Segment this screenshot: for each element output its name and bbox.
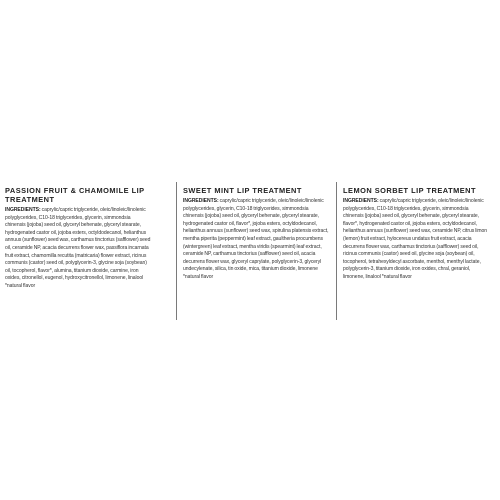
column-divider <box>336 182 337 320</box>
column-divider <box>176 182 177 320</box>
product-title: SWEET MINT LIP TREATMENT <box>183 186 302 195</box>
ingredients-text-block <box>343 198 489 282</box>
ingredients-label: INGREDIENTS: <box>343 198 379 204</box>
ingredients-list: caprylic/capric triglyceride, oleic/linoleic/linolenic polyglycerides, C10-18 triglycerides, glycerin, simmondsia chinensis (jojoba) seed oil, glyceryl behenate, glyceryl stearate, hydrogenated castor oil, jojoba esters, octyldodecanol, helianthus annuus (sunflower) seed wax, carthamus tinctorius (safflower) seed oil, ceramide NP, acacia decurrens flower wax, passiflora incarnata fruit extract, chamomilla recutita (matricaria) flower extract, ricinus communis (castor) seed oil, polyglycerin-3, glycine soja (soybean) oil, tocopherol, flavor*, alumina, titanium dioxide, carmine, iron oxides, citronellol, eugenol, hydroxycitronellol, limonene, linalool *natural flavor <box>5 207 151 289</box>
ingredients-panel-sweet-mint <box>183 186 329 282</box>
ingredients-label: INGREDIENTS: <box>183 198 219 204</box>
ingredients-label: INGREDIENTS: <box>5 207 41 213</box>
ingredients-list: caprylic/capric triglyceride, oleic/linoleic/linolenic polyglycerides, glycerin, C10-18 triglycerides, simmondsia chinensis (jojoba) seed oil, glyceryl behenate, glyceryl stearate, hydrogenated castor oil, flavor*, jojoba esters, octyldodecanol, helianthus annuus (sunflower) seed wax, spirulina platensis extract, mentha piperita (peppermint) leaf extract, gaultheria procumbens (wintergreen) leaf extract, mentha viridis (spearmint) leaf extract, ceramide NP, carthamus tinctorius (safflower) seed oil, acacia decurrens flower wax, glyceryl caprylate, polyglycerin-3, glyceryl undecylenate, silica, tin oxide, mica, titanium dioxide, limonene *natural flavor <box>183 198 329 280</box>
product-title: PASSION FRUIT & CHAMOMILE LIP TREATMENT <box>5 186 145 204</box>
ingredients-text-block <box>5 207 151 291</box>
ingredients-text-block <box>183 198 329 282</box>
ingredients-list: caprylic/capric triglyceride, oleic/linoleic/linolenic polyglycerides, C10-18 triglycerides, glycerin, simmondsia chinensis (jojoba) seed oil, glyceryl behenate, glyceryl stearate, flavor*, hydrogenated castor oil, jojoba esters, octyldodecanol, helianthus annuus (sunflower) seed wax, ceramide NP, citrus limon (lemon) fruit extract, hylocereus undatus fruit extract, acacia decurrens flower wax, carthamus tinctorius (safflower) seed oil, ricinus communis (castor) seed oil, glycine soja (soybean) oil, tocopherol, tetrahexyldecyl ascorbate, menthol, menthyl lactate, polyglycerin-3, titanium dioxide, iron oxides, chral, geraniol, limonene, linalool *natural flavor <box>343 198 488 280</box>
ingredients-panel-passion-fruit <box>5 186 151 291</box>
product-title: LEMON SORBET LIP TREATMENT <box>343 186 477 195</box>
ingredients-panel-lemon-sorbet <box>343 186 489 282</box>
